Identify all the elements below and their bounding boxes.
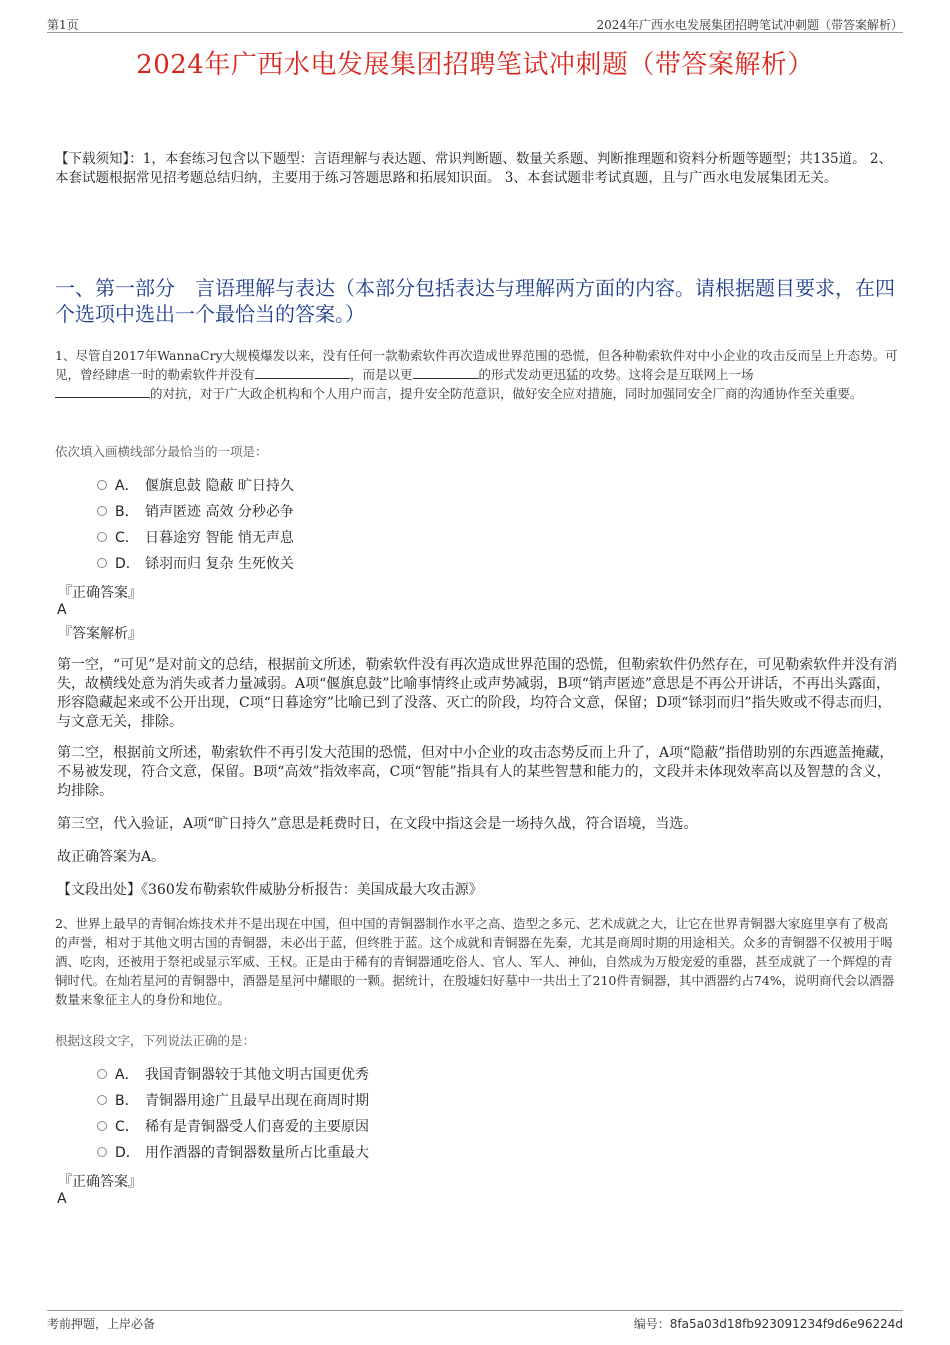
radio-icon[interactable] bbox=[97, 1147, 107, 1157]
footer-code bbox=[634, 1315, 903, 1332]
section-heading: 一、第一部分 言语理解与表达（本部分包括表达与理解两方面的内容。请根据题目要求，在四个选项中选出一个最恰当的答案。） bbox=[55, 276, 895, 326]
q2-answer: A bbox=[57, 1191, 67, 1207]
header-doc-title: 2024年广西水电发展集团招聘笔试冲刺题（带答案解析） bbox=[596, 18, 903, 32]
option-letter: D． bbox=[115, 1145, 140, 1161]
option-text: 销声匿迹 高效 分秒必争 bbox=[145, 504, 294, 520]
q1-source: 【文段出处】《360发布勒索软件威胁分析报告：美国成最大攻击源》 bbox=[57, 882, 483, 898]
radio-icon[interactable] bbox=[97, 1095, 107, 1105]
q2-answer-label: 『正确答案』 bbox=[58, 1174, 142, 1190]
footer-code-label: 编号： bbox=[633, 1317, 670, 1331]
option-letter: C． bbox=[115, 1119, 139, 1135]
option-text: 稀有是青铜器受人们喜爱的主要原因 bbox=[145, 1119, 369, 1135]
question-1-text bbox=[55, 346, 900, 403]
radio-icon[interactable] bbox=[97, 532, 107, 542]
q1-analysis-para-3: 第三空，代入验证，A项“旷日持久”意思是耗费时日，在文段中指这会是一场持久战，符合语境，当选。 bbox=[57, 816, 698, 832]
page-footer bbox=[47, 1310, 903, 1331]
q1-answer-label: 『正确答案』 bbox=[58, 585, 142, 601]
page-header bbox=[47, 14, 903, 33]
option-letter: D． bbox=[115, 556, 140, 572]
q1-answer: A bbox=[57, 602, 67, 618]
fill-blank-2 bbox=[413, 365, 479, 379]
footer-slogan: 考前押题，上岸必备 bbox=[47, 1317, 156, 1331]
radio-icon[interactable] bbox=[97, 480, 107, 490]
q1-text-part3: 的形式发动更迅猛的攻势。这将会是互联网上一场 bbox=[478, 367, 754, 382]
q2-option-a[interactable] bbox=[97, 1065, 369, 1085]
option-text: 日暮途穷 智能 悄无声息 bbox=[145, 530, 294, 546]
q1-analysis-para-1: 第一空，“可见”是对前文的总结，根据前文所述，勒索软件没有再次造成世界范围的恐慌，但勒索软件仍然存在，可见勒索软件并没有消失，故横线处意为消失或者力量减弱。A项“偃旗息鼓”比喻事情终止或声势减弱，B项“销声匿迹”意思是不再公开讲话，不再出头露面，形容隐藏起来或不公开出现，C项“日暮途穷”比喻已到了没落、灭亡的阶段，均符合文意，保留；D项“铩羽而归”指失败或不得志而归，与文意无关，排除。 bbox=[57, 657, 898, 730]
question-2-prompt: 根据这段文字，下列说法正确的是： bbox=[55, 1033, 256, 1048]
q1-analysis-label: 『答案解析』 bbox=[58, 626, 142, 642]
option-letter: A． bbox=[115, 478, 139, 494]
document-title: 2024年广西水电发展集团招聘笔试冲刺题（带答案解析） bbox=[136, 50, 814, 80]
radio-icon[interactable] bbox=[97, 1121, 107, 1131]
q1-option-d[interactable] bbox=[97, 554, 294, 574]
option-letter: B． bbox=[115, 504, 139, 520]
q1-text-part4: 的对抗，对于广大政企机构和个人用户而言，提升安全防范意识，做好安全应对措施，同时加强同安全厂商的沟通协作至关重要。 bbox=[150, 386, 863, 401]
q1-analysis-para-2: 第二空，根据前文所述，勒索软件不再引发大范围的恐慌，但对中小企业的攻击态势反而上升了，A项“隐蔽”指借助别的东西遮盖掩藏，不易被发现，符合文意，保留。B项“高效”指效率高，C项“智能”指具有人的某些智慧和能力的，文段并未体现效率高以及智慧的含义，均排除。 bbox=[57, 745, 894, 799]
q2-option-b[interactable] bbox=[97, 1091, 369, 1111]
footer-code-value: 8fa5a03d18fb923091234f9d6e96224d bbox=[669, 1317, 903, 1331]
q1-option-c[interactable] bbox=[97, 528, 294, 548]
radio-icon[interactable] bbox=[97, 506, 107, 516]
radio-icon[interactable] bbox=[97, 1069, 107, 1079]
question-1-prompt: 依次填入画横线部分最恰当的一项是： bbox=[55, 444, 268, 459]
option-letter: A． bbox=[115, 1067, 139, 1083]
q1-analysis-para-4: 故正确答案为A。 bbox=[57, 849, 166, 865]
q1-text-part1: 1、尽管自2017年WannaCry大规模爆发以来，没有任何一款勒索软件再次造成世界范围的恐慌，但各种勒索软件对中小企业的攻击反而呈上升态势。可见，曾经肆虐一时的勒索软件并没有 bbox=[55, 348, 898, 382]
q1-text-part2: ，而是以更 bbox=[350, 367, 413, 382]
option-text: 用作酒器的青铜器数量所占比重最大 bbox=[145, 1145, 369, 1161]
radio-icon[interactable] bbox=[97, 558, 107, 568]
question-2-text: 2、世界上最早的青铜冶炼技术并不是出现在中国，但中国的青铜器制作水平之高、造型之多元、艺术成就之大，让它在世界青铜器大家庭里享有了极高的声誉，相对于其他文明古国的青铜器，未必出于蓝，但终胜于蓝。这个成就和青铜器在先秦，尤其是商周时期的用途相关。众多的青铜器不仅被用于喝酒、吃肉，还被用于祭祀或显示军威、王权。正是由于稀有的青铜器通吃俗人、官人、军人、神仙，自然成为万般宠爱的重器，甚至成就了一个辉煌的青铜时代。在灿若星河的青铜器中，酒器是星河中耀眼的一颗。据统计，在殷墟妇好墓中一共出土了210件青铜器，其中酒器约占74%，说明商代会以酒器数量来象征主人的身份和地位。 bbox=[55, 916, 895, 1007]
q2-option-c[interactable] bbox=[97, 1117, 369, 1137]
fill-blank-1 bbox=[255, 365, 350, 379]
page-number: 第1页 bbox=[47, 18, 79, 32]
q1-option-a[interactable] bbox=[97, 476, 294, 496]
option-text: 青铜器用途广且最早出现在商周时期 bbox=[145, 1093, 369, 1109]
option-letter: B． bbox=[115, 1093, 139, 1109]
option-text: 偃旗息鼓 隐蔽 旷日持久 bbox=[145, 478, 294, 494]
q1-option-b[interactable] bbox=[97, 502, 294, 522]
q2-option-d[interactable] bbox=[97, 1143, 369, 1163]
option-text: 我国青铜器较于其他文明古国更优秀 bbox=[145, 1067, 369, 1083]
fill-blank-3 bbox=[55, 384, 150, 398]
option-text: 铩羽而归 复杂 生死攸关 bbox=[145, 556, 294, 572]
option-letter: C． bbox=[115, 530, 139, 546]
download-notice: 【下载须知】：1，本套练习包含以下题型：言语理解与表达题、常识判断题、数量关系题、判断推理题和资料分析题等题型；共135道。 2、本套试题根据常见招考题总结归纳，主要用于练习答题思路和拓展知识面。 3、本套试题非考试真题，且与广西水电发展集团无关。 bbox=[55, 151, 892, 186]
